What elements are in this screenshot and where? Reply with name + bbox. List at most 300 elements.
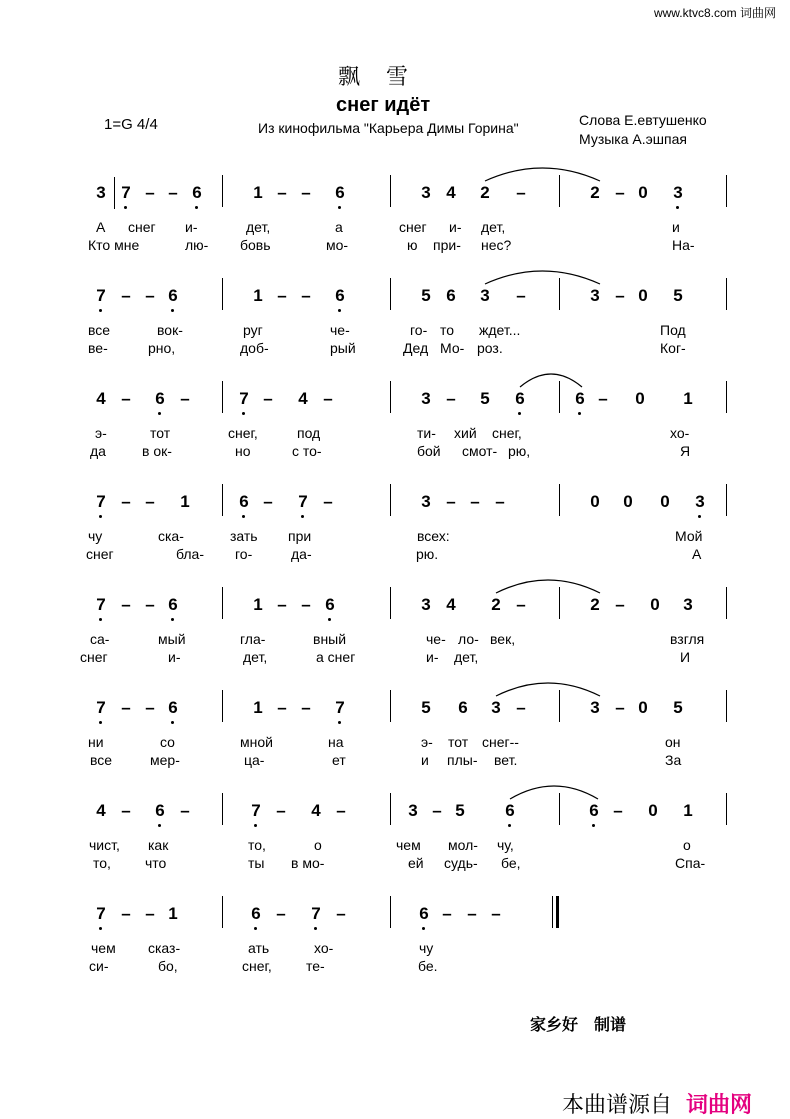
dash-extension: –	[516, 183, 526, 202]
lyric-verse-1: Мой	[675, 528, 703, 544]
octave-dot	[592, 824, 595, 827]
barline	[390, 690, 391, 722]
lyric-verse-1: о	[683, 837, 691, 853]
dash-extension: –	[491, 904, 501, 923]
score-note: 4	[446, 595, 456, 614]
score-note: 3	[480, 286, 490, 305]
lyric-verse-1: снег--	[482, 734, 519, 750]
lyric-verse-1: ска-	[158, 528, 184, 544]
score-note: 6	[165, 596, 181, 614]
score-note: 5	[480, 389, 490, 408]
lyric-verse-1: вный	[313, 631, 347, 647]
barline	[222, 175, 223, 207]
dash-extension: –	[277, 183, 287, 202]
barline	[726, 690, 727, 722]
score-note: 3	[491, 698, 501, 717]
score-note: 1	[253, 183, 263, 202]
dash-extension: –	[121, 286, 131, 305]
lyric-verse-1: на	[328, 734, 344, 750]
tie-arc	[496, 580, 600, 593]
score-note: 3	[670, 184, 686, 202]
score-note: 6	[152, 802, 168, 820]
song-title-chinese: 飘 雪	[338, 65, 411, 90]
octave-dot	[338, 721, 341, 724]
dash-extension: –	[301, 595, 311, 614]
dash-extension: –	[145, 698, 155, 717]
lyric-verse-1: сказ-	[148, 940, 181, 956]
lyric-verse-2: доб-	[240, 340, 269, 356]
score-note: 6	[458, 698, 468, 717]
lyric-verse-1: чу,	[497, 837, 514, 853]
lyric-verse-2: снег	[86, 546, 114, 562]
score-note: 6	[165, 699, 181, 717]
dash-extension: –	[301, 698, 311, 717]
score-note: 3	[421, 389, 431, 408]
dash-extension: –	[516, 698, 526, 717]
score-note: 5	[421, 286, 431, 305]
lyric-verse-1: тот	[150, 425, 171, 441]
score-note: 7	[93, 287, 109, 305]
lyric-verse-2: но	[235, 443, 251, 459]
lyric-verse-2: Спа-	[675, 855, 706, 871]
octave-dot	[314, 927, 317, 930]
dash-extension: –	[613, 801, 623, 820]
transcriber-credit: 家乡好 制谱	[530, 1015, 627, 1034]
lyric-verse-2: Кто мне	[88, 237, 140, 253]
score-note: 0	[638, 183, 648, 202]
lyric-verse-2: ет	[332, 752, 346, 768]
footer-brand-link[interactable]: 词曲网	[686, 1092, 753, 1117]
dash-extension: –	[263, 389, 273, 408]
score-note: 7	[93, 493, 109, 511]
barline	[726, 175, 727, 207]
dash-extension: –	[598, 389, 608, 408]
lyric-verse-1: со	[160, 734, 175, 750]
final-barline-thick	[556, 896, 559, 928]
score-note: 6	[512, 390, 528, 408]
score-note: 5	[455, 801, 465, 820]
score-note: 6	[332, 287, 348, 305]
lyric-verse-2: плы-	[447, 752, 478, 768]
lyric-verse-2: рю.	[416, 546, 439, 562]
lyric-verse-2: что	[145, 855, 167, 871]
octave-dot	[338, 309, 341, 312]
score-note: 6	[236, 493, 252, 511]
score-note: 6	[586, 802, 602, 820]
lyric-verse-1: ждет...	[479, 322, 521, 338]
lyric-verse-2: Я	[680, 443, 691, 459]
octave-dot	[242, 515, 245, 518]
lyric-verse-1: Под	[660, 322, 686, 338]
barline	[390, 484, 391, 516]
lyric-verse-1: вок-	[157, 322, 183, 338]
barline	[222, 690, 223, 722]
score-note: 1	[253, 595, 263, 614]
lyric-verse-2: ты	[248, 855, 265, 871]
score-note: 0	[660, 492, 670, 511]
barline	[390, 793, 391, 825]
lyric-verse-1: век,	[490, 631, 516, 647]
barline	[390, 896, 391, 928]
dash-extension: –	[615, 698, 625, 717]
lyric-verse-1: а	[335, 219, 343, 235]
key-time-signature: 1=G 4/4	[104, 116, 158, 133]
score-note: 7	[236, 390, 252, 408]
barline	[559, 381, 560, 413]
lyric-verse-1: как	[148, 837, 169, 853]
lyric-verse-1: ло-	[458, 631, 479, 647]
tie-arc	[496, 683, 600, 696]
dash-extension: –	[168, 183, 178, 202]
lyric-verse-1: снег,	[492, 425, 522, 441]
lyric-verse-1: са-	[90, 631, 110, 647]
lyric-verse-2: дет,	[243, 649, 268, 665]
score-note: 7	[93, 905, 109, 923]
score-note: 3	[683, 595, 693, 614]
lyric-verse-2: бой	[417, 443, 441, 459]
dash-extension: –	[121, 492, 131, 511]
dash-extension: –	[276, 801, 286, 820]
score-note: 3	[590, 286, 600, 305]
lyric-verse-1: чем	[91, 940, 116, 956]
score-note: 6	[189, 184, 205, 202]
octave-dot	[99, 927, 102, 930]
lyric-verse-2: Дед	[403, 340, 429, 356]
octave-dot	[578, 412, 581, 415]
score-note: 5	[673, 286, 683, 305]
lyric-verse-1: мый	[158, 631, 186, 647]
octave-dot	[171, 721, 174, 724]
lyric-verse-2: ца-	[244, 752, 265, 768]
score-note: 7	[308, 905, 324, 923]
score-note: 0	[623, 492, 633, 511]
barline	[222, 896, 223, 928]
octave-dot	[254, 927, 257, 930]
lyric-verse-2: вет.	[494, 752, 518, 768]
lyric-verse-2: бо,	[158, 958, 178, 974]
lyric-verse-2: И	[680, 649, 691, 665]
dash-extension: –	[615, 595, 625, 614]
barline	[222, 278, 223, 310]
lyric-verse-2: ю	[407, 237, 418, 253]
octave-dot	[171, 309, 174, 312]
lyric-verse-2: А	[692, 546, 702, 562]
lyric-verse-2: судь-	[444, 855, 478, 871]
lyric-verse-1: и	[672, 219, 680, 235]
lyric-verse-1: зать	[230, 528, 258, 544]
score-note: 4	[298, 389, 308, 408]
dash-extension: –	[301, 183, 311, 202]
score-note: 1	[253, 698, 263, 717]
octave-dot	[518, 412, 521, 415]
lyric-verse-1: тот	[448, 734, 469, 750]
dash-extension: –	[442, 904, 452, 923]
lyric-verse-2: роз.	[477, 340, 503, 356]
score-note: 3	[692, 493, 708, 511]
lyric-verse-2: ей	[408, 855, 424, 871]
lyric-verse-2: снег	[80, 649, 108, 665]
lyric-verse-2: бовь	[240, 237, 271, 253]
lyric-verse-2: с то-	[292, 443, 322, 459]
score-note: 1	[168, 904, 178, 923]
score-note: 6	[416, 905, 432, 923]
score-note: 1	[253, 286, 263, 305]
footer-text: 本曲谱源自	[562, 1092, 673, 1117]
dash-extension: –	[467, 904, 477, 923]
final-barline-thin	[552, 896, 553, 928]
dash-extension: –	[145, 904, 155, 923]
score-note: 0	[638, 286, 648, 305]
lyric-verse-1: при	[288, 528, 312, 544]
lyricist: Слова Е.евтушенко	[579, 112, 707, 128]
score-note: 4	[96, 389, 106, 408]
octave-dot	[328, 618, 331, 621]
lyric-verse-2: да	[90, 443, 106, 459]
lyric-verse-1: хо-	[670, 425, 690, 441]
lyric-verse-1: мной	[240, 734, 273, 750]
barline	[390, 381, 391, 413]
octave-dot	[99, 721, 102, 724]
lyric-verse-2: го-	[235, 546, 253, 562]
lyric-verse-1: и-	[185, 219, 198, 235]
tie-arc	[485, 168, 600, 181]
lyric-verse-2: бе,	[501, 855, 521, 871]
score-note: 7	[248, 802, 264, 820]
barline	[559, 484, 560, 516]
barline	[559, 793, 560, 825]
lyric-verse-2: бла-	[176, 546, 205, 562]
dash-extension: –	[615, 286, 625, 305]
score-note: 2	[590, 595, 600, 614]
lyric-verse-1: чу	[419, 940, 434, 956]
lyric-verse-2: те-	[306, 958, 325, 974]
pickup-barline	[114, 177, 115, 209]
score-note: 6	[502, 802, 518, 820]
score-note: 1	[683, 801, 693, 820]
lyric-verse-1: взгля	[670, 631, 705, 647]
barline	[390, 278, 391, 310]
lyric-verse-2: в мо-	[291, 855, 325, 871]
score-note: 0	[635, 389, 645, 408]
tie-arc	[485, 271, 600, 284]
score-note: 3	[421, 492, 431, 511]
octave-dot	[338, 206, 341, 209]
dash-extension: –	[277, 595, 287, 614]
barline	[726, 278, 727, 310]
lyric-verse-1: э-	[421, 734, 433, 750]
lyric-verse-2: в ок-	[142, 443, 172, 459]
lyric-verse-1: ти-	[417, 425, 436, 441]
dash-extension: –	[180, 801, 190, 820]
octave-dot	[422, 927, 425, 930]
lyric-verse-2: да-	[291, 546, 312, 562]
octave-dot	[171, 618, 174, 621]
source-footer	[562, 1088, 752, 1119]
lyric-verse-2: при-	[433, 237, 461, 253]
lyric-verse-2: смот-	[462, 443, 498, 459]
dash-extension: –	[277, 698, 287, 717]
dash-extension: –	[121, 904, 131, 923]
octave-dot	[124, 206, 127, 209]
score-note: 0	[590, 492, 600, 511]
lyric-verse-1: он	[665, 734, 681, 750]
barline	[559, 278, 560, 310]
score-note: 7	[118, 184, 134, 202]
dash-extension: –	[301, 286, 311, 305]
score-note: 7	[93, 699, 109, 717]
barline	[559, 690, 560, 722]
lyric-verse-2: то,	[93, 855, 111, 871]
lyric-verse-1: снег	[128, 219, 156, 235]
score-note: 0	[638, 698, 648, 717]
lyric-verse-1: ать	[248, 940, 270, 956]
lyric-verse-1: то,	[248, 837, 266, 853]
barline	[726, 381, 727, 413]
barline	[222, 484, 223, 516]
lyric-verse-2: дет,	[454, 649, 479, 665]
lyric-verse-2: нес?	[481, 237, 512, 253]
score-note: 6	[322, 596, 338, 614]
lyric-verse-1: мол-	[448, 837, 478, 853]
lyric-verse-1: о	[314, 837, 322, 853]
lyric-verse-1: руг	[243, 322, 263, 338]
barline	[222, 381, 223, 413]
score-note: 3	[421, 595, 431, 614]
octave-dot	[158, 412, 161, 415]
score-note: 7	[93, 596, 109, 614]
lyric-verse-1: го-	[410, 322, 428, 338]
score-note: 3	[421, 183, 431, 202]
lyric-verse-2: и	[421, 752, 429, 768]
octave-dot	[698, 515, 701, 518]
lyric-verse-2: Ког-	[660, 340, 686, 356]
lyric-verse-1: снег	[399, 219, 427, 235]
barline	[726, 793, 727, 825]
lyric-verse-1: чист,	[89, 837, 120, 853]
score-note: 6	[332, 184, 348, 202]
octave-dot	[158, 824, 161, 827]
dash-extension: –	[336, 801, 346, 820]
score-note: 2	[480, 183, 490, 202]
lyric-verse-2: мо-	[326, 237, 349, 253]
score-note: 3	[590, 698, 600, 717]
score-note: 4	[96, 801, 106, 820]
lyric-verse-1: ни	[88, 734, 104, 750]
dash-extension: –	[446, 492, 456, 511]
lyric-verse-1: чу	[88, 528, 103, 544]
dash-extension: –	[145, 595, 155, 614]
octave-dot	[242, 412, 245, 415]
lyric-verse-1: под	[297, 425, 321, 441]
dash-extension: –	[276, 904, 286, 923]
tie-arc	[510, 786, 598, 799]
barline	[726, 587, 727, 619]
dash-extension: –	[615, 183, 625, 202]
octave-dot	[99, 515, 102, 518]
score-note: 0	[648, 801, 658, 820]
dash-extension: –	[516, 595, 526, 614]
score-note: 6	[572, 390, 588, 408]
lyric-verse-1: дет,	[481, 219, 506, 235]
score-note: 0	[650, 595, 660, 614]
score-note: 4	[311, 801, 321, 820]
dash-extension: –	[121, 698, 131, 717]
lyric-verse-1: все	[88, 322, 111, 338]
octave-dot	[676, 206, 679, 209]
barline	[222, 587, 223, 619]
film-source: Из кинофильма "Карьера Димы Горина"	[258, 120, 519, 136]
barline	[390, 587, 391, 619]
score-note: 1	[180, 492, 190, 511]
lyric-verse-2: рый	[330, 340, 356, 356]
lyric-verse-1: хо-	[314, 940, 334, 956]
barline	[559, 587, 560, 619]
octave-dot	[301, 515, 304, 518]
dash-extension: –	[145, 286, 155, 305]
dash-extension: –	[446, 389, 456, 408]
score-note: 1	[683, 389, 693, 408]
lyric-verse-1: э-	[95, 425, 107, 441]
lyric-verse-2: все	[90, 752, 113, 768]
score-note: 6	[248, 905, 264, 923]
dash-extension: –	[145, 492, 155, 511]
dash-extension: –	[121, 389, 131, 408]
dash-extension: –	[336, 904, 346, 923]
dash-extension: –	[323, 389, 333, 408]
lyric-verse-1: всех:	[417, 528, 450, 544]
score-note: 2	[590, 183, 600, 202]
lyric-verse-2: Мо-	[440, 340, 465, 356]
score-note: 5	[673, 698, 683, 717]
score-note: 6	[165, 287, 181, 305]
tie-arc	[520, 374, 582, 387]
lyric-verse-2: ве-	[88, 340, 108, 356]
lyric-verse-2: а снег	[316, 649, 356, 665]
barline	[559, 175, 560, 207]
octave-dot	[99, 618, 102, 621]
lyric-verse-2: и-	[426, 649, 439, 665]
score-note: 6	[152, 390, 168, 408]
score-note: 4	[446, 183, 456, 202]
lyric-verse-1: А	[96, 219, 106, 235]
barline	[726, 484, 727, 516]
dash-extension: –	[470, 492, 480, 511]
dash-extension: –	[263, 492, 273, 511]
dash-extension: –	[323, 492, 333, 511]
lyric-verse-1: то	[440, 322, 455, 338]
score-note: 3	[408, 801, 418, 820]
score-note: 2	[491, 595, 501, 614]
lyric-verse-1: снег,	[228, 425, 258, 441]
score-note: 5	[421, 698, 431, 717]
lyric-verse-2: и-	[168, 649, 181, 665]
lyric-verse-1: чем	[396, 837, 421, 853]
lyric-verse-2: бе.	[418, 958, 438, 974]
lyric-verse-1: и-	[449, 219, 462, 235]
dash-extension: –	[495, 492, 505, 511]
lyric-verse-1: хий	[454, 425, 477, 441]
lyric-verse-2: рю,	[508, 443, 531, 459]
barline	[222, 793, 223, 825]
composer: Музыка А.эшпая	[579, 131, 687, 147]
lyric-verse-2: лю-	[185, 237, 209, 253]
lyric-verse-1: че-	[426, 631, 446, 647]
lyric-verse-2: си-	[89, 958, 109, 974]
octave-dot	[254, 824, 257, 827]
score-note: 7	[295, 493, 311, 511]
lyric-verse-2: снег,	[242, 958, 272, 974]
dash-extension: –	[145, 183, 155, 202]
